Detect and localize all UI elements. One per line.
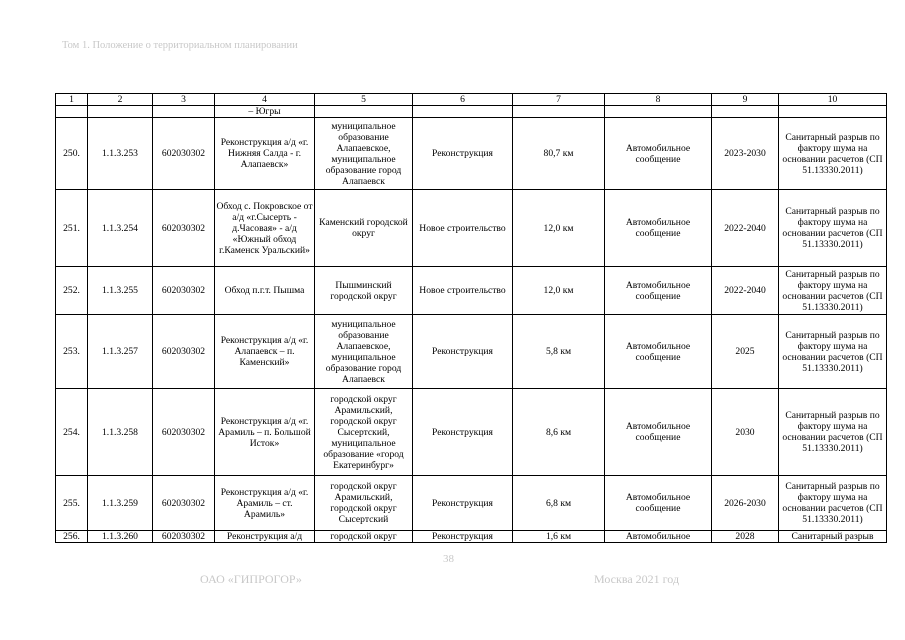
table-cell [153,106,215,118]
object-purpose: Автомобильное сообщение [605,118,712,190]
continuation-text: – Югры [215,106,315,118]
object-location: городской округ Арамильский, городской округ Сысертский [315,476,413,531]
restriction-zone: Санитарный разрыв по фактору шума на основании расчетов (СП 51.13330.2011) [779,190,887,267]
row-number: 255. [56,476,88,531]
continuation-row [56,106,887,118]
column-header: 2 [88,94,153,106]
work-type: Реконструкция [413,389,513,476]
row-number: 256. [56,531,88,543]
table-cell [413,106,513,118]
column-header: 3 [153,94,215,106]
object-name: Реконструкция а/д «г. Арамиль – ст. Арамиль» [215,476,315,531]
object-code: 1.1.3.260 [88,531,153,543]
object-purpose: Автомобильное сообщение [605,267,712,315]
restriction-zone: Санитарный разрыв по фактору шума на основании расчетов (СП 51.13330.2011) [779,118,887,190]
implementation-period: 2026-2030 [712,476,779,531]
work-type: Реконструкция [413,315,513,389]
row-number: 253. [56,315,88,389]
table-cell [56,106,88,118]
column-header: 6 [413,94,513,106]
row-number: 250. [56,118,88,190]
restriction-zone: Санитарный разрыв по фактору шума на основании расчетов (СП 51.13330.2011) [779,389,887,476]
object-name: Реконструкция а/д «г. Алапаевск – п. Каменский» [215,315,315,389]
row-number: 251. [56,190,88,267]
table-row [56,389,887,476]
object-length: 6,8 км [513,476,605,531]
page-number: 38 [443,553,454,565]
object-id: 602030302 [153,315,215,389]
work-type: Реконструкция [413,118,513,190]
column-header: 7 [513,94,605,106]
object-location: Каменский городской округ [315,190,413,267]
object-location: городской округ [315,531,413,543]
object-length: 80,7 км [513,118,605,190]
header-row [56,94,887,106]
object-id: 602030302 [153,389,215,476]
restriction-zone: Санитарный разрыв [779,531,887,543]
table-cell [779,106,887,118]
table-cell [88,106,153,118]
object-purpose: Автомобильное [605,531,712,543]
object-id: 602030302 [153,531,215,543]
object-name: Реконструкция а/д «г. Арамиль – п. Большой Исток» [215,389,315,476]
implementation-period: 2028 [712,531,779,543]
object-length: 1,6 км [513,531,605,543]
work-type: Новое строительство [413,190,513,267]
object-length: 12,0 км [513,267,605,315]
object-location: Пышминский городской округ [315,267,413,315]
object-id: 602030302 [153,118,215,190]
object-length: 8,6 км [513,389,605,476]
object-location: городской округ Арамильский, городской округ Сысертский, муниципальное образование «город Екатеринбург» [315,389,413,476]
table-row [56,476,887,531]
table-row [56,315,887,389]
object-location: муниципальное образование Алапаевское, муниципальное образование город Алапаевск [315,118,413,190]
table-cell [605,106,712,118]
object-length: 12,0 км [513,190,605,267]
table-row [56,531,887,543]
implementation-period: 2022-2040 [712,190,779,267]
implementation-period: 2025 [712,315,779,389]
table-cell [712,106,779,118]
implementation-period: 2030 [712,389,779,476]
object-name: Реконструкция а/д [215,531,315,543]
work-type: Реконструкция [413,476,513,531]
column-header: 4 [215,94,315,106]
object-code: 1.1.3.258 [88,389,153,476]
restriction-zone: Санитарный разрыв по фактору шума на основании расчетов (СП 51.13330.2011) [779,267,887,315]
restriction-zone: Санитарный разрыв по фактору шума на основании расчетов (СП 51.13330.2011) [779,476,887,531]
column-header: 5 [315,94,413,106]
object-code: 1.1.3.253 [88,118,153,190]
planning-table [55,93,887,543]
footer-city-year: Москва 2021 год [594,572,680,586]
restriction-zone: Санитарный разрыв по фактору шума на основании расчетов (СП 51.13330.2011) [779,315,887,389]
row-number: 252. [56,267,88,315]
footer-organization: ОАО «ГИПРОГОР» [200,572,302,586]
object-id: 602030302 [153,190,215,267]
object-name: Обход с. Покровское от а/д «г.Сысерть - д.Часовая» - а/д «Южный обход г.Каменск Уральский» [215,190,315,267]
table-cell [315,106,413,118]
object-code: 1.1.3.254 [88,190,153,267]
object-name: Обход п.г.т. Пышма [215,267,315,315]
object-purpose: Автомобильное сообщение [605,476,712,531]
object-id: 602030302 [153,267,215,315]
running-header: Том 1. Положение о территориальном планировании [62,40,298,51]
table-row [56,190,887,267]
work-type: Новое строительство [413,267,513,315]
table-cell [513,106,605,118]
object-purpose: Автомобильное сообщение [605,389,712,476]
work-type: Реконструкция [413,531,513,543]
object-code: 1.1.3.257 [88,315,153,389]
table-row [56,118,887,190]
implementation-period: 2022-2040 [712,267,779,315]
object-code: 1.1.3.259 [88,476,153,531]
implementation-period: 2023-2030 [712,118,779,190]
column-header: 1 [56,94,88,106]
object-purpose: Автомобильное сообщение [605,190,712,267]
table-row [56,267,887,315]
object-name: Реконструкция а/д «г. Нижняя Салда - г. Алапаевск» [215,118,315,190]
column-header: 10 [779,94,887,106]
row-number: 254. [56,389,88,476]
object-location: муниципальное образование Алапаевское, муниципальное образование город Алапаевск [315,315,413,389]
column-header: 8 [605,94,712,106]
column-header: 9 [712,94,779,106]
object-purpose: Автомобильное сообщение [605,315,712,389]
object-code: 1.1.3.255 [88,267,153,315]
object-length: 5,8 км [513,315,605,389]
object-id: 602030302 [153,476,215,531]
